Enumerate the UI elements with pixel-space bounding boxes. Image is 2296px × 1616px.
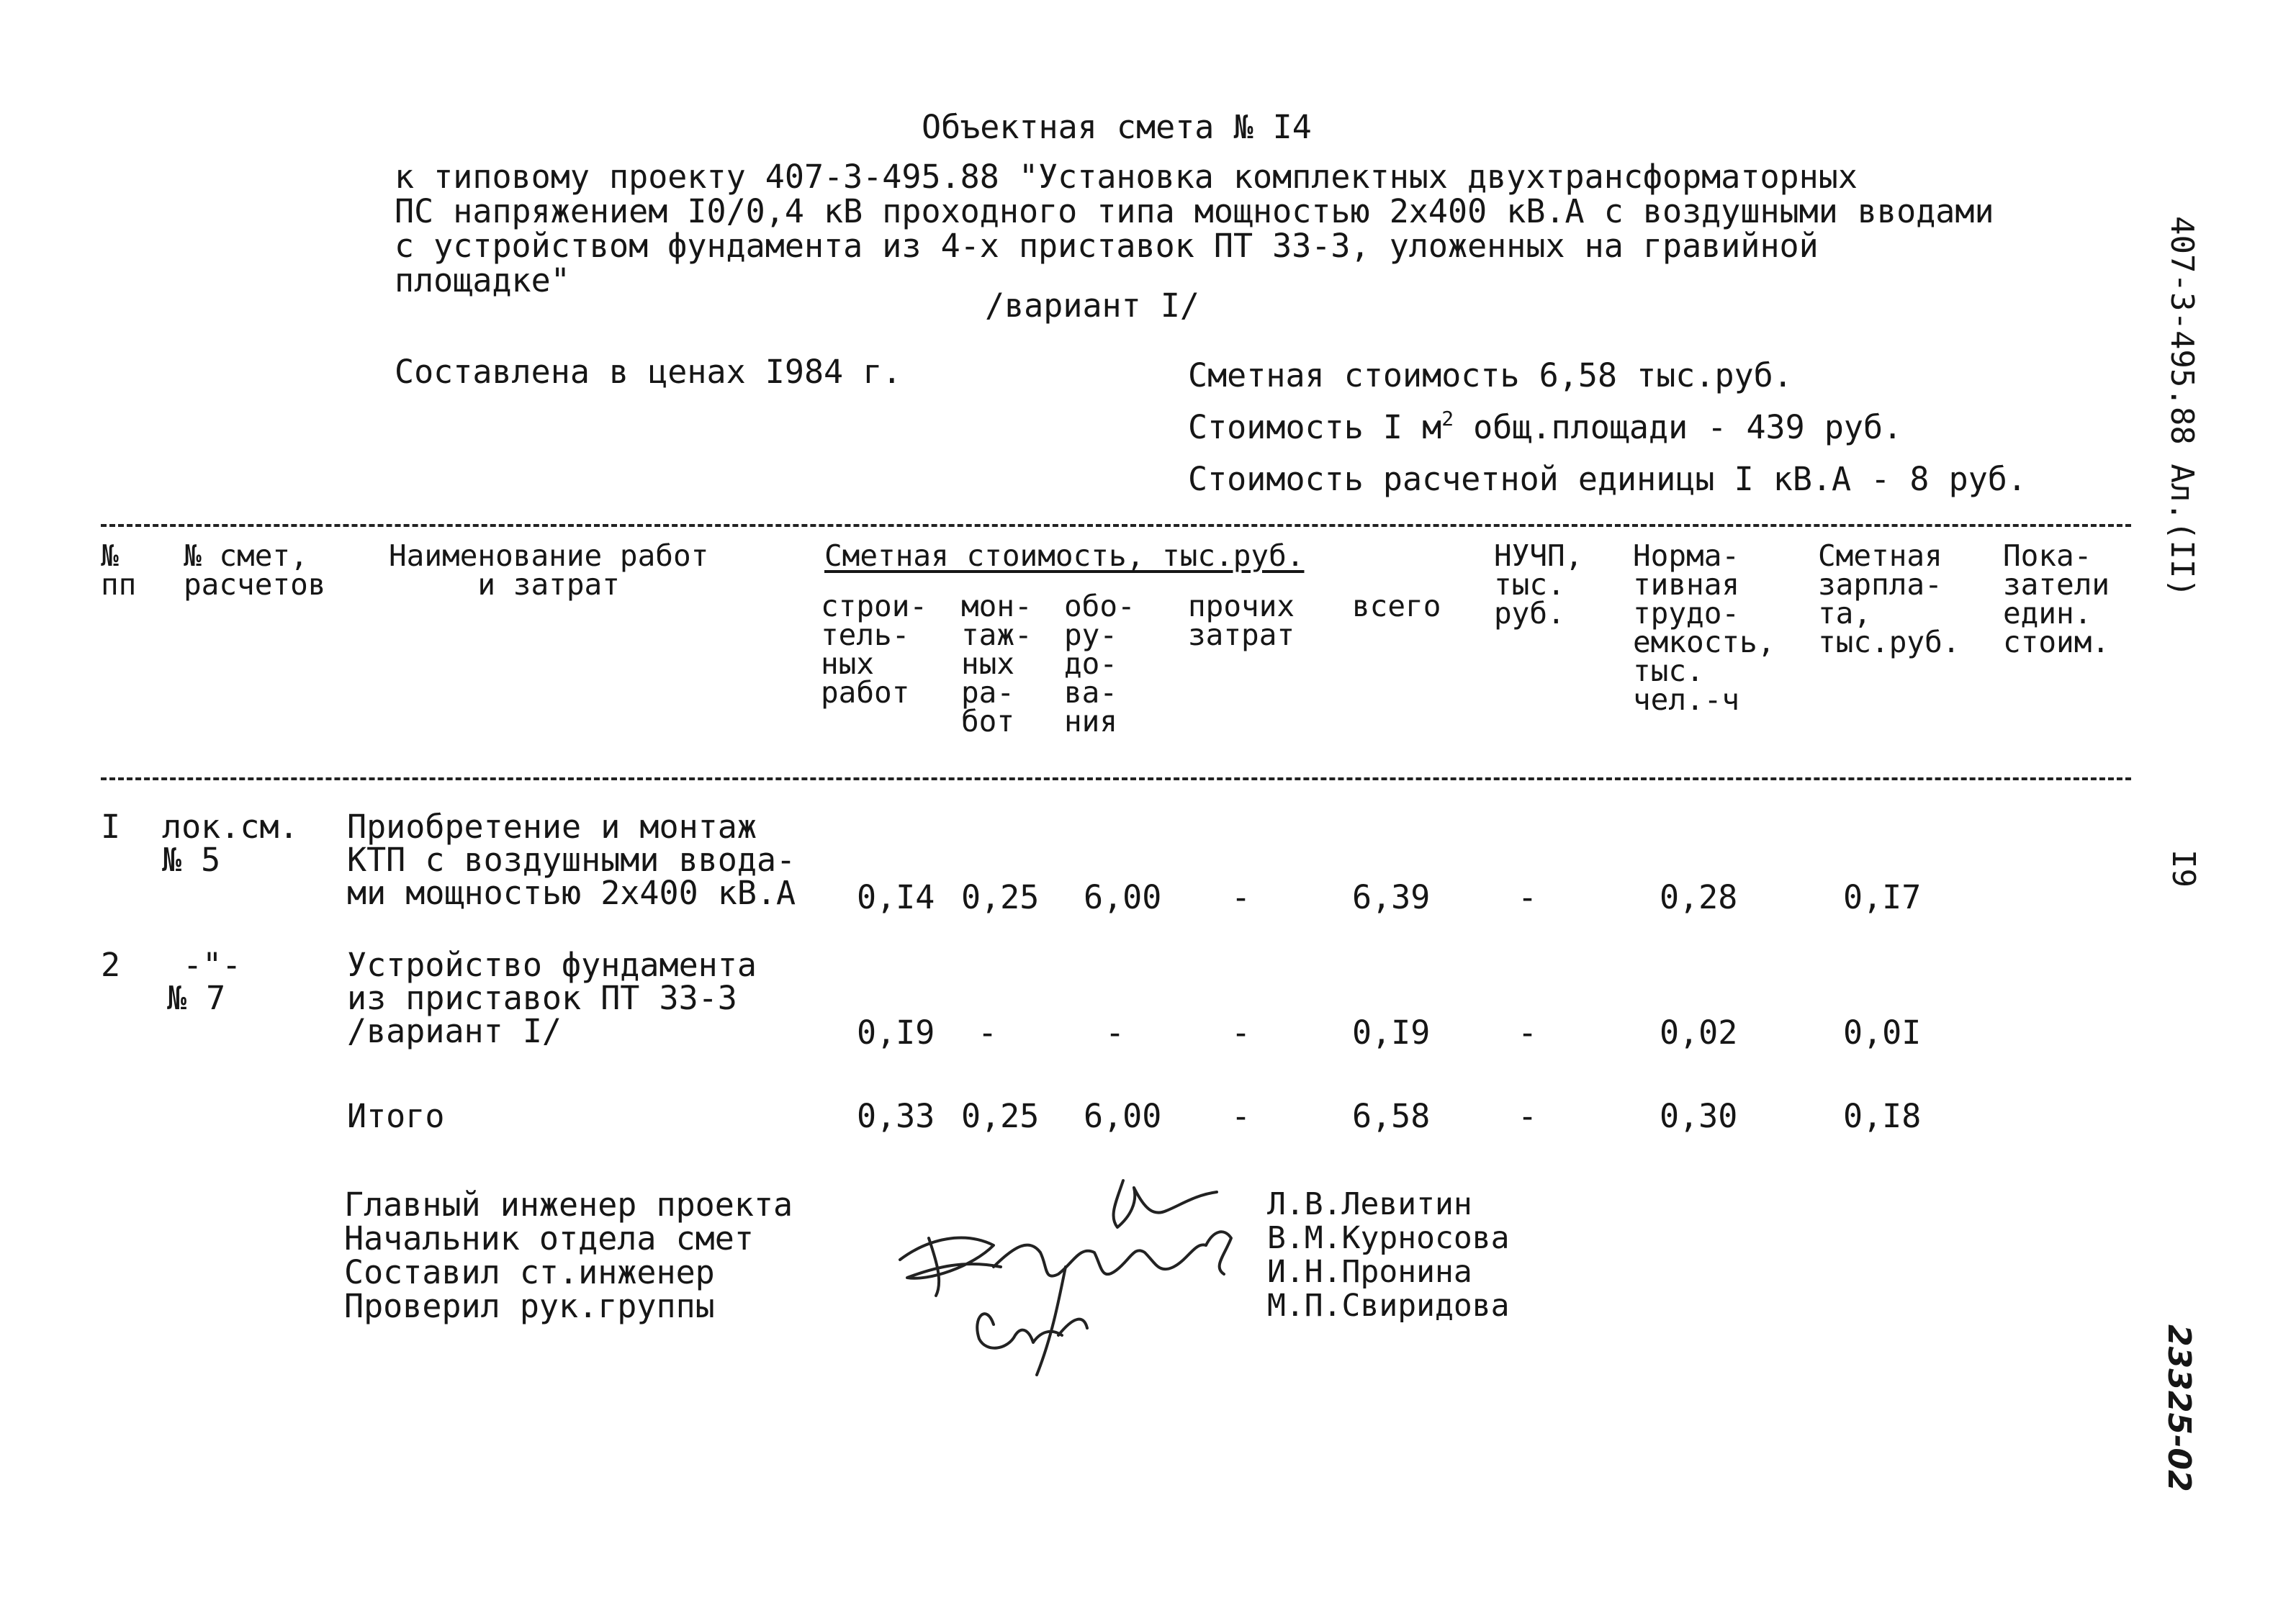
header-line: ва- [1064, 675, 1118, 710]
header-line: един. [2003, 596, 2092, 631]
header-line: затрат [1188, 618, 1295, 652]
row-1-salary: 0,I7 [1843, 878, 1922, 916]
name-line: КТП с воздушными ввода- [347, 841, 796, 879]
header-line: трудо- [1633, 596, 1740, 631]
header-estimate-no [184, 538, 326, 602]
header-line: ру- [1064, 618, 1118, 652]
header-line: ных [821, 646, 875, 681]
header-installation [961, 589, 1032, 739]
document-title: Объектная смета № I4 [922, 108, 1312, 146]
row-2-nuchp: - [1518, 1014, 1538, 1052]
totals-equipment: 6,00 [1084, 1097, 1162, 1135]
signatory-names [1267, 1188, 1510, 1323]
role-line: Начальник отдела смет [344, 1219, 754, 1258]
row-2-estimate [167, 946, 242, 1017]
header-nuchp [1494, 538, 1583, 631]
totals-total: 6,58 [1352, 1097, 1431, 1135]
role-line: Составил ст.инженер [344, 1253, 715, 1291]
row-1-total: 6,39 [1352, 878, 1431, 916]
row-2-no: 2 [101, 946, 121, 984]
header-line: Норма- [1633, 538, 1740, 573]
page-number: I9 [2165, 849, 2202, 888]
row-2-construction: 0,I9 [857, 1014, 935, 1052]
header-line: Пока- [2003, 538, 2092, 573]
row-2-name [347, 946, 757, 1050]
header-no-line: пп [101, 567, 137, 602]
header-line: стоим. [2003, 625, 2110, 659]
header-line: тыс. [1494, 567, 1565, 602]
header-line: мон- [961, 589, 1032, 623]
header-line: Сметная [1818, 538, 1942, 573]
name-line: ми мощностью 2х400 кВ.А [347, 874, 796, 912]
row-1-nuchp: - [1518, 878, 1538, 916]
header-line: таж- [961, 618, 1032, 652]
estimate-line: № 7 [167, 979, 226, 1017]
header-line: обо- [1064, 589, 1135, 623]
totals-construction: 0,33 [857, 1097, 935, 1135]
person-name: В.М.Курносова [1267, 1220, 1510, 1256]
margin-doc-code: 407-3-495.88 Ал.(II) [2164, 216, 2200, 597]
table-header-rule [101, 777, 2131, 780]
estimated-cost: Сметная стоимость 6,58 тыс.руб. [1188, 356, 1793, 394]
header-line: тель- [821, 618, 910, 652]
header-construction [821, 589, 928, 710]
cost-per-m2-prefix: Стоимость I м [1188, 408, 1442, 446]
header-line: чел.-ч [1633, 682, 1740, 717]
variant-label: /вариант I/ [985, 286, 1200, 325]
totals-nuchp: - [1518, 1097, 1538, 1135]
cost-per-m2-exponent: 2 [1441, 407, 1454, 430]
person-name: М.П.Свиридова [1267, 1288, 1510, 1324]
unit-cost: Стоимость расчетной единицы I кВ.А - 8 руб. [1188, 460, 2027, 498]
header-line: руб. [1494, 596, 1565, 631]
header-line: ния [1064, 704, 1118, 739]
header-other [1188, 589, 1295, 652]
header-line: работ [821, 675, 910, 710]
row-1-equipment: 6,00 [1084, 878, 1162, 916]
header-line: затели [2003, 567, 2110, 602]
row-2-installation: - [978, 1014, 998, 1052]
header-line: НУЧП, [1494, 538, 1583, 573]
totals-installation: 0,25 [961, 1097, 1040, 1135]
table-top-rule [101, 524, 2131, 527]
name-line: из приставок ПТ 33-3 [347, 979, 737, 1017]
row-1-no: I [101, 808, 121, 846]
header-line: всего [1352, 589, 1441, 623]
header-line: бот [961, 704, 1015, 739]
estimate-line: -"- [183, 946, 242, 984]
inventory-number: 23325-02 [2161, 1324, 2197, 1492]
row-1-construction: 0,I4 [857, 878, 935, 916]
name-line: Приобретение и монтаж [347, 808, 757, 846]
totals-label: Итого [347, 1097, 445, 1135]
row-2-other: - [1231, 1014, 1251, 1052]
totals-other: - [1231, 1097, 1251, 1135]
row-1-estimate [162, 808, 299, 879]
header-cost-span: Сметная стоимость, тыс.руб. [824, 538, 1305, 573]
header-line: прочих [1188, 589, 1295, 623]
subject-line: с устройством фундамента из 4-х приставок ПТ 33-3, уложенных на гравийной [395, 227, 1819, 265]
cost-summary [1188, 350, 2027, 505]
subject-line: площадке" [395, 261, 570, 299]
header-line: тивная [1633, 567, 1740, 602]
subject-line: к типовому проекту 407-3-495.88 "Установка комплектных двухтрансформаторных [395, 158, 1858, 196]
row-1-labor: 0,28 [1660, 878, 1738, 916]
header-line: тыс. [1633, 654, 1704, 688]
name-line: /вариант I/ [347, 1012, 562, 1050]
header-no-line: № [101, 538, 119, 573]
header-estimate-line: расчетов [184, 567, 326, 602]
project-subject [395, 160, 1994, 298]
person-name: И.Н.Пронина [1267, 1254, 1472, 1290]
header-no [101, 538, 137, 602]
cost-per-m2-suffix: общ.площади - 439 руб. [1454, 408, 1903, 446]
row-1-other: - [1231, 878, 1251, 916]
header-line: тыс.руб. [1818, 625, 1960, 659]
header-indicators [2003, 538, 2110, 659]
totals-salary: 0,I8 [1843, 1097, 1922, 1135]
header-line: зарпла- [1818, 567, 1942, 602]
handwritten-signatures [886, 1159, 1274, 1418]
row-2-equipment: - [1105, 1014, 1125, 1052]
person-name: Л.В.Левитин [1267, 1186, 1472, 1222]
estimate-line: лок.см. [162, 808, 299, 846]
header-name-line: и затрат [477, 567, 620, 602]
role-line: Главный инженер проекта [344, 1186, 793, 1224]
role-line: Проверил рук.группы [344, 1287, 715, 1325]
header-equipment [1064, 589, 1135, 739]
row-1-name [347, 808, 796, 912]
estimate-line: № 5 [162, 841, 221, 879]
prices-year: Составлена в ценах I984 г. [395, 353, 902, 391]
header-line: та, [1818, 596, 1872, 631]
header-total [1352, 589, 1441, 623]
row-2-labor: 0,02 [1660, 1014, 1738, 1052]
row-2-total: 0,I9 [1352, 1014, 1431, 1052]
header-name [389, 538, 709, 602]
totals-labor: 0,30 [1660, 1097, 1738, 1135]
header-line: до- [1064, 646, 1118, 681]
header-line: ра- [961, 675, 1015, 710]
cost-per-m2 [1188, 402, 2027, 453]
header-line: строи- [821, 589, 928, 623]
subject-line: ПС напряжением I0/0,4 кВ проходного типа мощностью 2х400 кВ.А с воздушными вводами [395, 192, 1994, 230]
signatory-roles [344, 1188, 793, 1323]
header-line: емкость, [1633, 625, 1775, 659]
row-1-installation: 0,25 [961, 878, 1040, 916]
header-salary [1818, 538, 1960, 659]
name-line: Устройство фундамента [347, 946, 757, 984]
header-estimate-line: № смет, [184, 538, 308, 573]
header-line: ных [961, 646, 1015, 681]
header-name-line: Наименование работ [389, 538, 709, 573]
row-2-salary: 0,0I [1843, 1014, 1922, 1052]
header-labor [1633, 538, 1775, 717]
